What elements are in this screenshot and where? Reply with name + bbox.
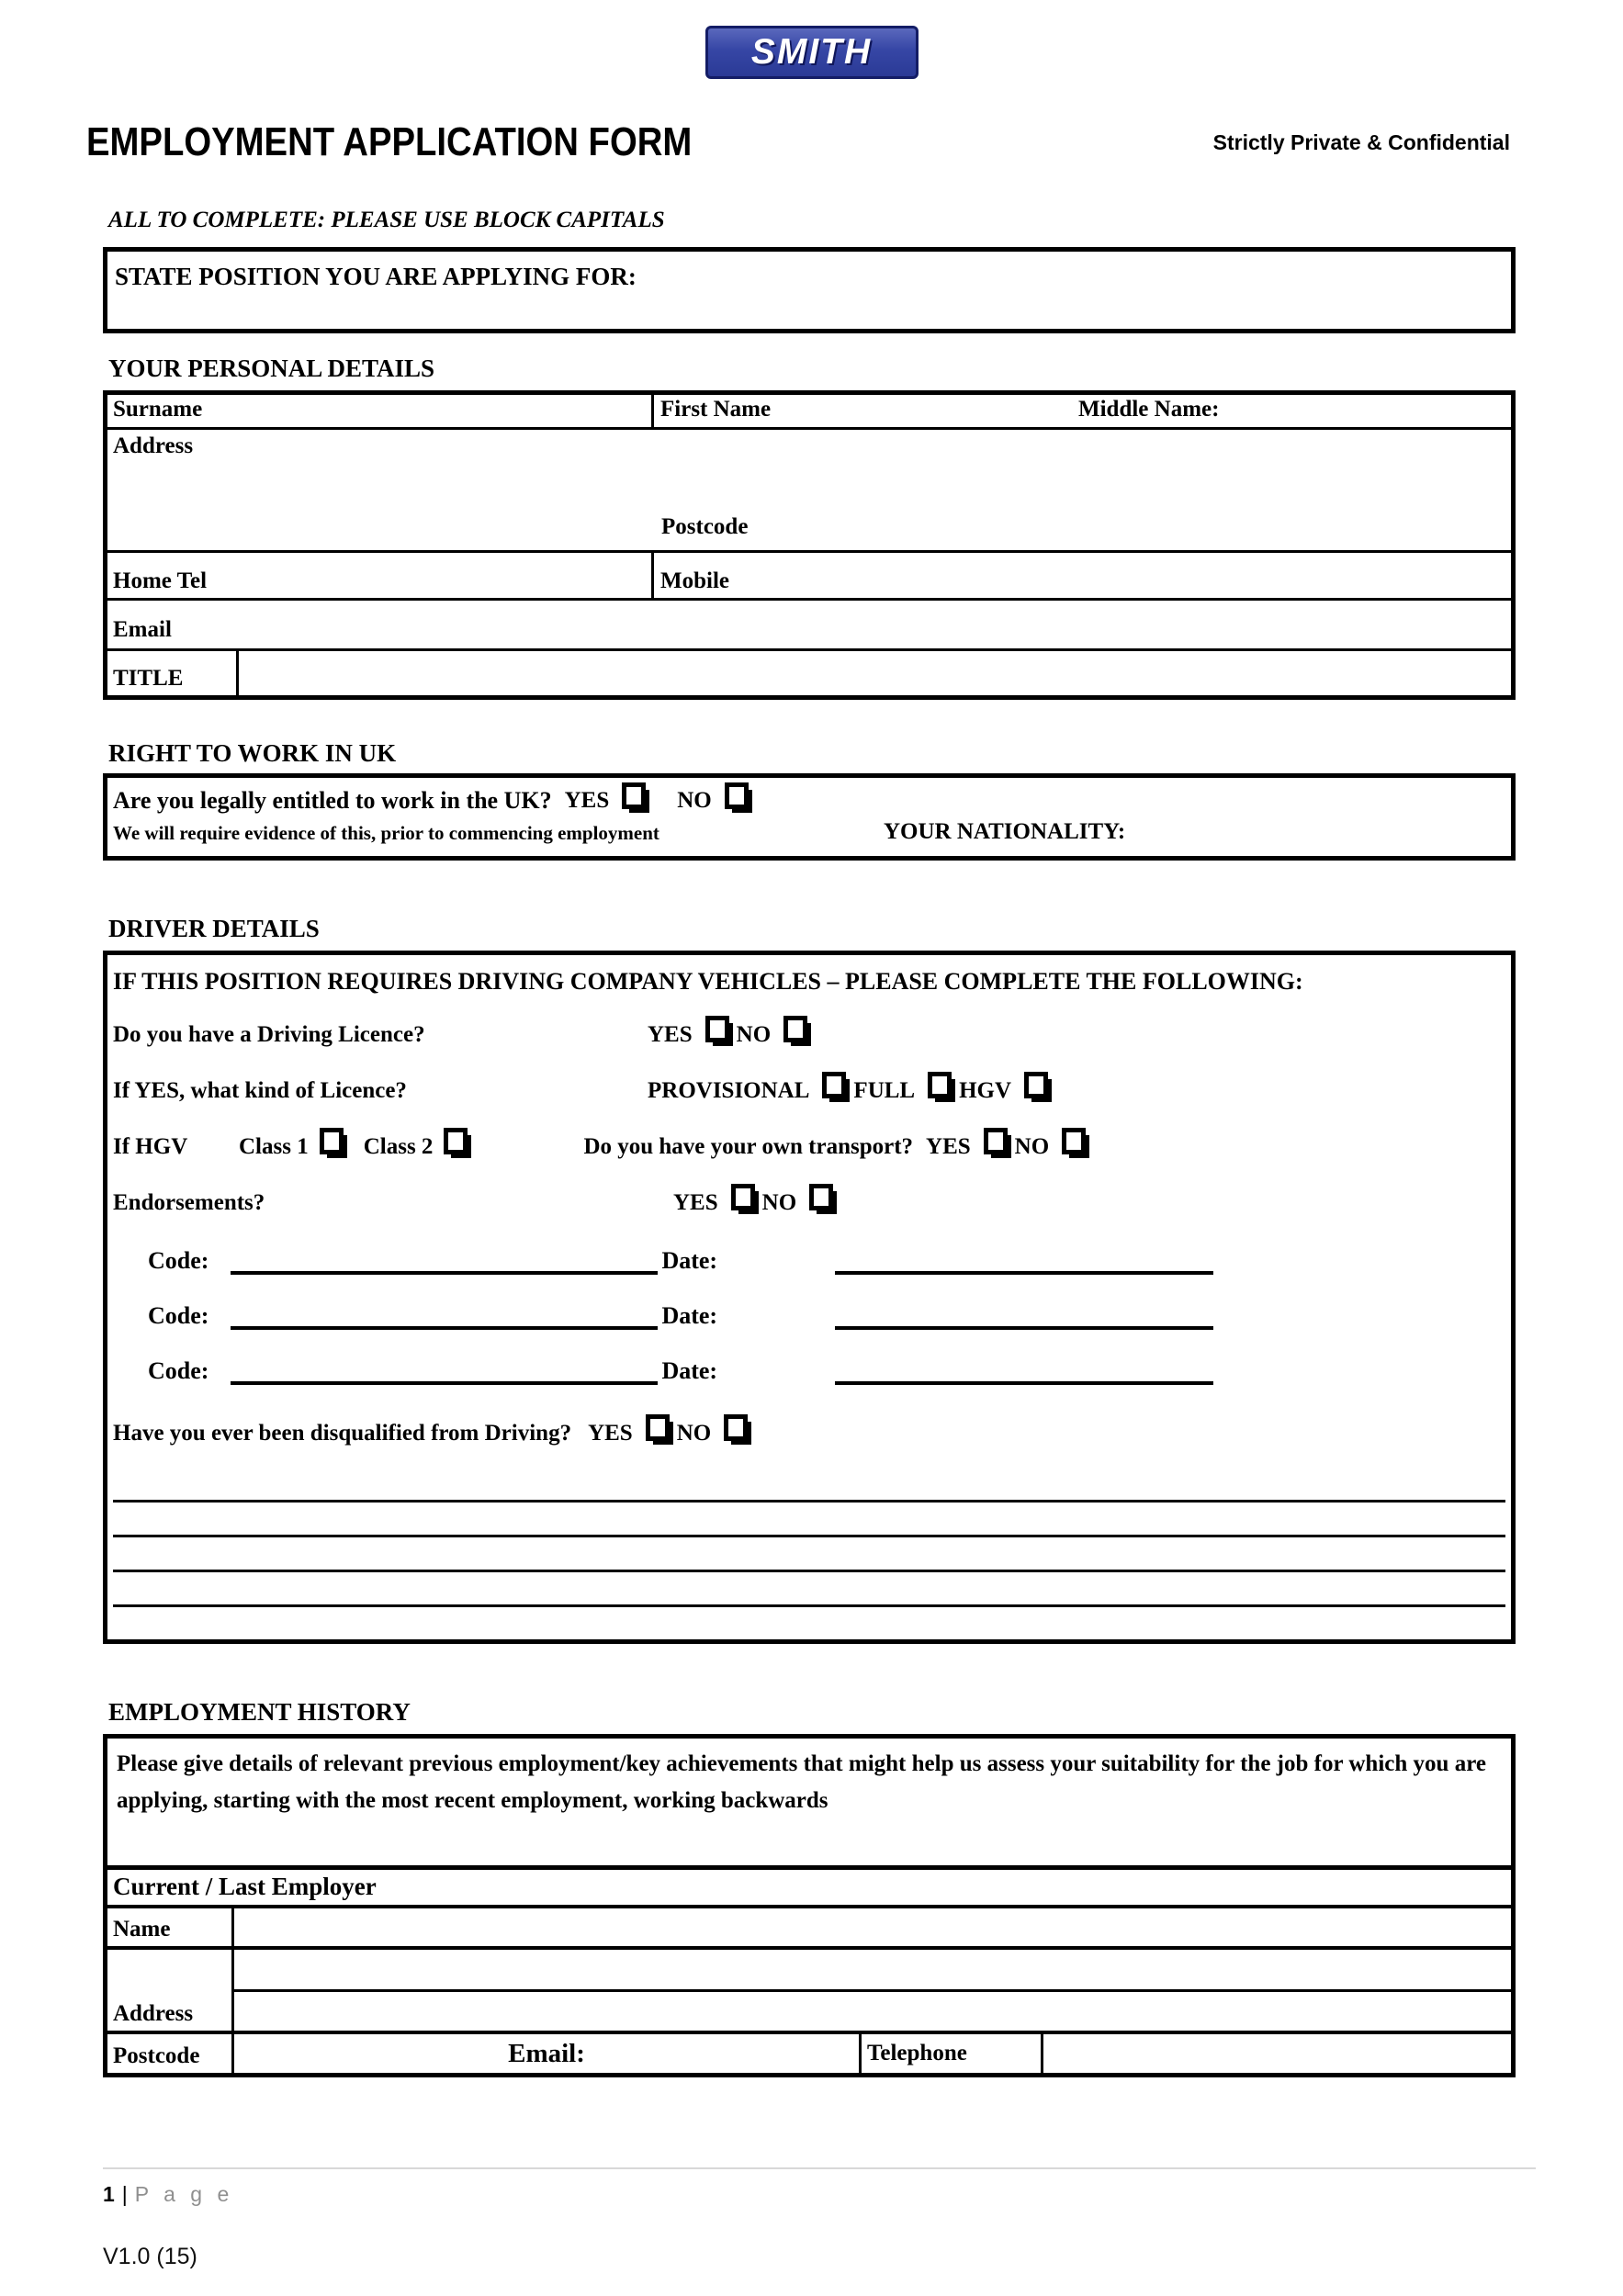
employer-telephone-field[interactable] [1043,2034,1511,2073]
work-uk-yes-checkbox[interactable] [622,782,646,809]
table-row [107,1946,1511,2031]
code-label: Code: [148,1247,209,1274]
page-title: EMPLOYMENT APPLICATION FORM [86,119,693,164]
footer-divider [103,2167,1536,2169]
yes-label: YES [926,1133,971,1159]
employer-postcode-label-cell [107,2034,234,2073]
page-number-line [103,2182,1516,2207]
own-transport-yes-checkbox[interactable] [984,1128,1008,1154]
employment-history-heading: EMPLOYMENT HISTORY [108,1698,411,1726]
code-entry-line[interactable] [231,1302,658,1330]
endorsements-question: Endorsements? [113,1189,265,1215]
yes-label: YES [673,1189,718,1215]
endorsements-yes-checkbox[interactable] [731,1184,755,1210]
driving-licence-question-row [113,1021,1505,1048]
smith-logo-text: SMITH [750,32,873,72]
licence-kind-question-row [113,1077,1505,1104]
mobile-field[interactable] [654,568,1511,598]
page-word: P a g e [134,2182,234,2206]
first-name-field[interactable] [654,395,1511,427]
home-tel-label: Home Tel [113,568,208,593]
middle-name-label: Middle Name: [1078,397,1220,422]
work-uk-no-checkbox[interactable] [725,782,749,809]
nationality-field[interactable] [884,819,1125,845]
own-transport-question: Do you have your own transport? [583,1133,914,1159]
disqualified-yes-checkbox[interactable] [646,1414,670,1441]
disqualified-question: Have you ever been disqualified from Driving? [113,1420,572,1446]
header [86,119,1516,165]
blank-line[interactable] [113,1604,1505,1639]
position-applying-for-field[interactable] [103,247,1516,333]
right-to-work-heading: RIGHT TO WORK IN UK [108,739,397,767]
email-label: Email [113,617,172,642]
employer-address-label: Address [113,2001,194,2026]
driver-details-box [103,951,1516,1644]
smith-logo [705,26,919,79]
table-row [107,648,1511,695]
employer-name-label: Name [113,1917,171,1941]
table-row [107,1905,1511,1946]
no-label: NO [761,1189,797,1215]
current-last-employer-label: Current / Last Employer [113,1873,377,1900]
driver-intro: IF THIS POSITION REQUIRES DRIVING COMPANY VEHICLES – PLEASE COMPLETE THE FOLLOWING: [113,968,1303,995]
personal-details-heading: YOUR PERSONAL DETAILS [108,355,435,382]
class2-label: Class 2 [363,1133,434,1159]
driving-licence-question: Do you have a Driving Licence? [113,1021,425,1047]
title-label: TITLE [113,666,184,691]
mobile-label: Mobile [660,568,729,593]
table-row [107,550,1511,598]
date-label: Date: [661,1357,718,1384]
licence-full-checkbox[interactable] [928,1072,952,1098]
date-label: Date: [661,1302,718,1329]
surname-label: Surname [113,397,203,422]
address-field[interactable] [107,427,1511,550]
hgv-label: HGV [959,1077,1012,1103]
code-label: Code: [148,1302,209,1329]
title-label-cell [107,651,239,695]
employer-telephone-label-cell [862,2034,1043,2073]
no-label: NO [676,1420,712,1446]
right-to-work-question-row [113,787,1505,815]
blank-line[interactable] [113,1570,1505,1604]
provisional-label: PROVISIONAL [648,1077,810,1103]
driver-details-heading: DRIVER DETAILS [108,915,320,942]
endorsements-no-checkbox[interactable] [809,1184,833,1210]
endorsement-code-row [148,1302,1505,1330]
table-row [107,395,1511,427]
licence-provisional-checkbox[interactable] [822,1072,846,1098]
class1-label: Class 1 [239,1133,309,1159]
title-field[interactable] [239,651,1511,695]
employment-history-table [103,1734,1516,2077]
home-tel-field[interactable] [107,553,654,598]
driving-licence-no-checkbox[interactable] [783,1016,807,1042]
right-to-work-question: Are you legally entitled to work in the UK? [113,787,552,814]
date-label: Date: [661,1247,718,1274]
disqualified-question-row [113,1420,1505,1446]
employer-postcode-label: Postcode [113,2043,200,2068]
address-label: Address [113,433,194,458]
table-row [107,2031,1511,2073]
date-entry-line[interactable] [835,1247,1213,1275]
employer-telephone-label: Telephone [867,2041,967,2065]
employer-email-field[interactable] [234,2034,862,2073]
nationality-label: YOUR NATIONALITY: [884,819,1126,844]
endorsement-code-row [148,1357,1505,1385]
employer-address-label-cell [107,1950,234,2031]
confidential-label: Strictly Private & Confidential [1212,129,1510,154]
date-entry-line[interactable] [835,1357,1213,1385]
date-entry-line[interactable] [835,1302,1213,1330]
endorsements-row [113,1189,1505,1216]
employer-email-label: Email: [508,2038,585,2068]
page-number: 1 [103,2182,115,2206]
position-applying-for-label: STATE POSITION YOU ARE APPLYING FOR: [115,263,637,290]
endorsement-code-row [148,1247,1505,1275]
full-label: FULL [853,1077,916,1103]
blank-line[interactable] [113,1535,1505,1570]
yes-label: YES [648,1021,693,1047]
hgv-class1-checkbox[interactable] [320,1128,344,1154]
page-separator: | [121,2182,128,2206]
address-line[interactable] [234,1992,1511,2031]
if-hgv-label: If HGV [113,1133,188,1159]
disqualified-no-checkbox[interactable] [724,1414,748,1441]
personal-details-table [103,390,1516,700]
licence-kind-question: If YES, what kind of Licence? [113,1077,407,1103]
surname-field[interactable] [107,395,654,427]
code-entry-line[interactable] [231,1357,658,1385]
address-line[interactable] [234,1950,1511,1992]
no-label: NO [1014,1133,1050,1159]
first-name-label: First Name [660,397,772,422]
blank-line[interactable] [113,1500,1505,1535]
hgv-class2-checkbox[interactable] [444,1128,468,1154]
postcode-label: Postcode [661,514,749,539]
employer-name-label-cell [107,1908,234,1946]
email-field[interactable] [107,598,1511,648]
right-to-work-box [103,773,1516,861]
code-label: Code: [148,1357,209,1384]
disqualification-details-lines [113,1500,1505,1639]
logo-row [0,0,1623,79]
evidence-note: We will require evidence of this, prior to commencing employment [113,822,659,844]
driving-licence-yes-checkbox[interactable] [705,1016,729,1042]
current-last-employer-row [107,1865,1511,1905]
employer-address-field[interactable] [234,1950,1511,2031]
no-label: NO [677,788,712,813]
version-label: V1.0 (15) [103,2244,197,2269]
no-label: NO [736,1021,772,1047]
yes-label: YES [588,1420,633,1446]
own-transport-no-checkbox[interactable] [1062,1128,1086,1154]
code-entry-line[interactable] [231,1247,658,1275]
employer-name-field[interactable] [234,1908,1511,1946]
block-capitals-instruction: ALL TO COMPLETE: PLEASE USE BLOCK CAPITALS [108,208,665,232]
yes-label: YES [564,788,610,813]
employment-history-intro: Please give details of relevant previous employment/key achievements that might help us assess your suitability for the job for which you are applying, starting with the most recent employment, working backwards [117,1751,1486,1813]
licence-hgv-checkbox[interactable] [1024,1072,1048,1098]
hgv-class-row [113,1133,1505,1160]
